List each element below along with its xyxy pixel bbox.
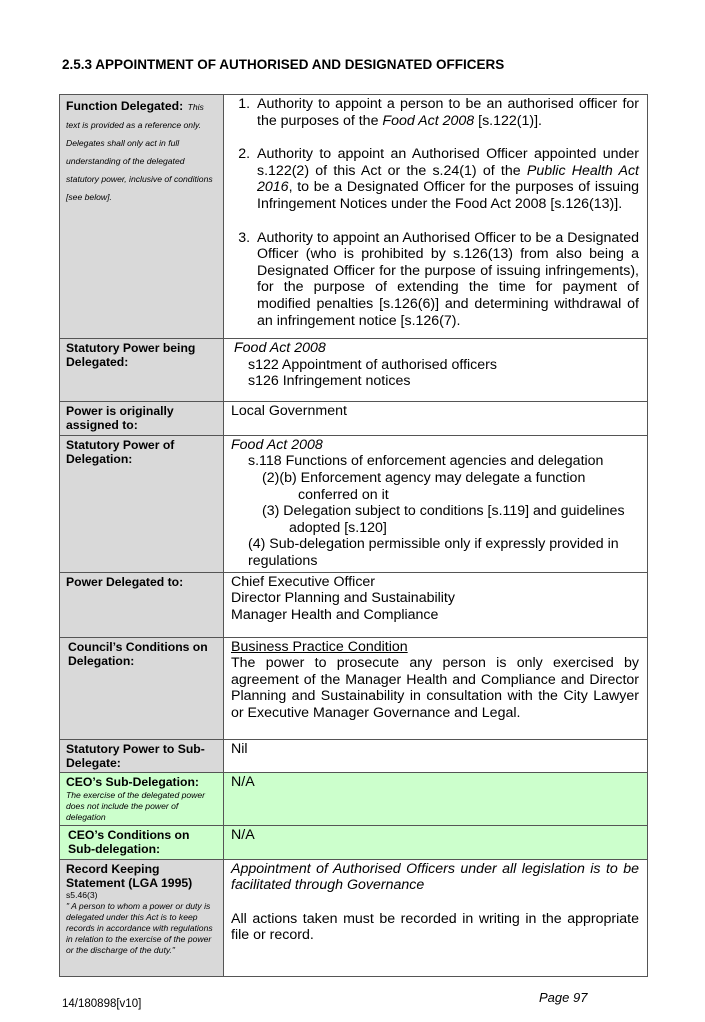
label-cell [60,739,224,773]
row-record-keeping [60,859,648,976]
value-cell [224,402,648,436]
statutory-power-act: Food Act 2008 [234,340,326,356]
ceo-conditions-value: N/A [231,826,255,843]
ceo-sub-delegation-note: The exercise of the delegated power does not include the power of delegation [66,789,206,822]
label-cell [60,435,224,572]
value-cell [224,637,648,739]
sub-delegate-value: Nil [231,740,248,757]
value-cell [224,773,648,825]
delegated-to-value: Director Planning and Sustainability [231,590,455,607]
delegated-to-label: Power Delegated to: [66,574,184,589]
power-of-delegation-act: Food Act 2008 [231,436,323,453]
label-cell [60,95,224,339]
function-list [231,96,639,329]
label-cell [60,637,224,739]
section-heading: 2.5.3 APPOINTMENT OF AUTHORISED AND DESIGNATED OFFICERS [62,57,505,72]
power-of-delegation-label: Statutory Power of Delegation: [66,437,175,467]
ceo-sub-delegation-value: N/A [231,774,255,791]
row-ceo-sub-delegation [60,773,648,825]
conditions-label: Council’s Conditions on Delegation: [68,639,208,668]
ceo-conditions-label: CEO’s Conditions on Sub-delegation: [68,827,190,857]
label-cell [60,572,224,637]
label-cell [60,402,224,436]
originally-assigned-value: Local Government [231,403,347,419]
value-cell [224,95,648,339]
power-of-delegation-s118-2b: (2)(b) Enforcement agency may delegate a function [262,470,586,486]
label-cell [60,339,224,402]
power-of-delegation-s118-4: (4) Sub-delegation permissible only if expressly provided in regulations [248,536,619,569]
statutory-power-section: s122 Appointment of authorised officers [248,356,497,373]
power-of-delegation-s118: s.118 Functions of enforcement agencies and delegation [248,453,604,470]
value-cell [224,825,648,859]
row-originally-assigned [60,402,648,436]
ceo-sub-delegation-label: CEO’s Sub-Delegation: [66,775,199,790]
power-of-delegation-s118-2b-cont: conferred on it [298,486,389,503]
function-delegated-note: This text is provided as a reference only. Delegates shall only act in full understanding of the delegated statutory power, inclusive of conditions [see below]. [66,102,213,202]
record-keeping-quote: " A person to whom a power or duty is delegated under this Act is to keep records in accordance with regulations in relation to the exercise of the power or the discharge of the duty." [66,901,213,956]
originally-assigned-label: Power is originally assigned to: [66,404,174,433]
row-statutory-power [60,339,648,402]
row-function-delegated [60,95,648,339]
value-cell [224,435,648,572]
value-cell [224,739,648,773]
function-item-3: 3. Authority to appoint an Authorised Officer to be a Designated Officer (who is prohibited by s.126(13) from also being a Designated Officer for the purpose of issuing infringements), for the purpose of extending the time for payment of modified penalties [s.126(6)] and determining withdrawal of an infringement notice [s.126(7). [254,230,639,330]
value-cell [224,339,648,402]
label-cell [60,859,224,976]
delegated-to-value: Chief Executive Officer [231,573,376,590]
function-item-2: 2. Authority to appoint an Authorised Officer appointed under s.122(2) of this Act or the s.24(1) of the Public Health Act 2016, to be a Designated Officer for the purposes of issuing Infringement Notices under the Food Act 2008 [s.126(13)]. [254,146,639,212]
document-reference: 14/180898[v10] [62,998,142,1010]
value-cell [224,859,648,976]
conditions-text: The power to prosecute any person is only exercised by agreement of the Manager Health and Compliance and Director Planning and Sustainability in consultation with the City Lawyer or Executive Manager Governance and Legal. [231,655,639,721]
label-cell [60,773,224,825]
power-of-delegation-s118-3-cont: adopted [s.120] [289,519,387,536]
row-sub-delegate [60,739,648,773]
row-conditions [60,637,648,739]
record-keeping-label: Record Keeping Statement (LGA 1995) [66,861,193,890]
conditions-subtitle: Business Practice Condition [231,638,408,655]
value-cell [224,572,648,637]
row-delegated-to [60,572,648,637]
delegated-to-value: Manager Health and Compliance [231,606,439,623]
function-delegated-label: Function Delegated: [66,99,184,113]
row-ceo-conditions [60,825,648,859]
record-keeping-para2: All actions taken must be recorded in writing in the appropriate file or record. [231,910,639,944]
label-cell [60,825,224,859]
sub-delegate-label: Statutory Power to Sub-Delegate: [66,741,205,770]
page-number: Page 97 [539,990,588,1005]
row-power-of-delegation [60,435,648,572]
power-of-delegation-s118-3: (3) Delegation subject to conditions [s.119] and guidelines [262,503,625,520]
record-keeping-ref: s5.46(3) [66,890,98,901]
statutory-power-section: s126 Infringement notices [248,373,411,390]
delegation-table [59,94,648,977]
function-item-1: 1. Authority to appoint a person to be an authorised officer for the purposes of the Food Act 2008 [s.122(1)]. [254,96,639,129]
record-keeping-para1: Appointment of Authorised Officers under all legislation is to be facilitated through Governance [231,860,639,894]
statutory-power-label: Statutory Power being Delegated: [66,341,196,370]
